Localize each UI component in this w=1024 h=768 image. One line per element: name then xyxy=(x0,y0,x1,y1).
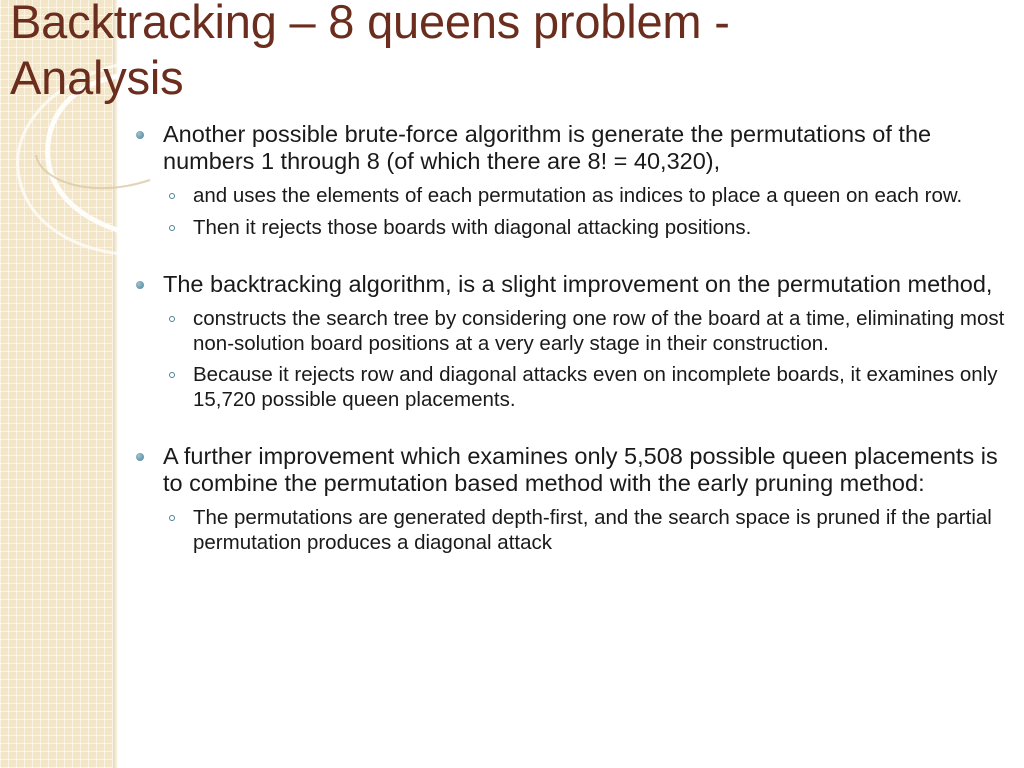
bullet-text: Another possible brute-force algorithm is generate the permutations of the numbers 1 through 8 (of which there are 8! = 40,320), xyxy=(163,121,932,174)
ring-bullet-icon xyxy=(169,316,175,322)
sub-bullet-item xyxy=(163,363,1020,412)
bullet-item-3 xyxy=(130,443,1020,555)
bullet-list xyxy=(130,121,1020,555)
sub-bullet-list xyxy=(163,506,1020,555)
sub-bullet-item xyxy=(163,216,1020,241)
ring-bullet-icon xyxy=(169,372,175,378)
sub-bullet-text: and uses the elements of each permutation as indices to place a queen on each row. xyxy=(193,184,963,207)
bullet-text: A further improvement which examines only 5,508 possible queen placements is to combine the permutation based method with the early pruning method: xyxy=(163,443,998,496)
sub-bullet-text: constructs the search tree by considering one row of the board at a time, eliminating most non-solution board positions at a very early stage in their construction. xyxy=(193,307,1005,355)
bullet-item-2 xyxy=(130,271,1020,412)
ring-bullet-icon xyxy=(169,193,175,199)
sub-bullet-item xyxy=(163,307,1020,356)
sub-bullet-item xyxy=(163,506,1020,555)
bullet-dot-icon xyxy=(136,131,144,139)
ring-bullet-icon xyxy=(169,515,175,521)
sub-bullet-text: The permutations are generated depth-first, and the search space is pruned if the partial permutation produces a diagonal attack xyxy=(193,506,992,554)
sub-bullet-text: Then it rejects those boards with diagonal attacking positions. xyxy=(193,215,752,239)
ring-bullet-icon xyxy=(169,225,175,231)
bullet-dot-icon xyxy=(136,281,144,289)
sub-bullet-list xyxy=(163,184,1020,240)
slide-title: Backtracking – 8 queens problem - Analysis xyxy=(10,0,730,104)
bullet-text: The backtracking algorithm, is a slight improvement on the permutation method, xyxy=(163,271,993,297)
sub-bullet-list xyxy=(163,307,1020,412)
sub-bullet-text: Because it rejects row and diagonal attacks even on incomplete boards, it examines only 15,720 possible queen placements. xyxy=(193,363,998,411)
bullet-dot-icon xyxy=(136,453,144,461)
bullet-item-1 xyxy=(130,121,1020,240)
sub-bullet-item xyxy=(163,184,1020,209)
